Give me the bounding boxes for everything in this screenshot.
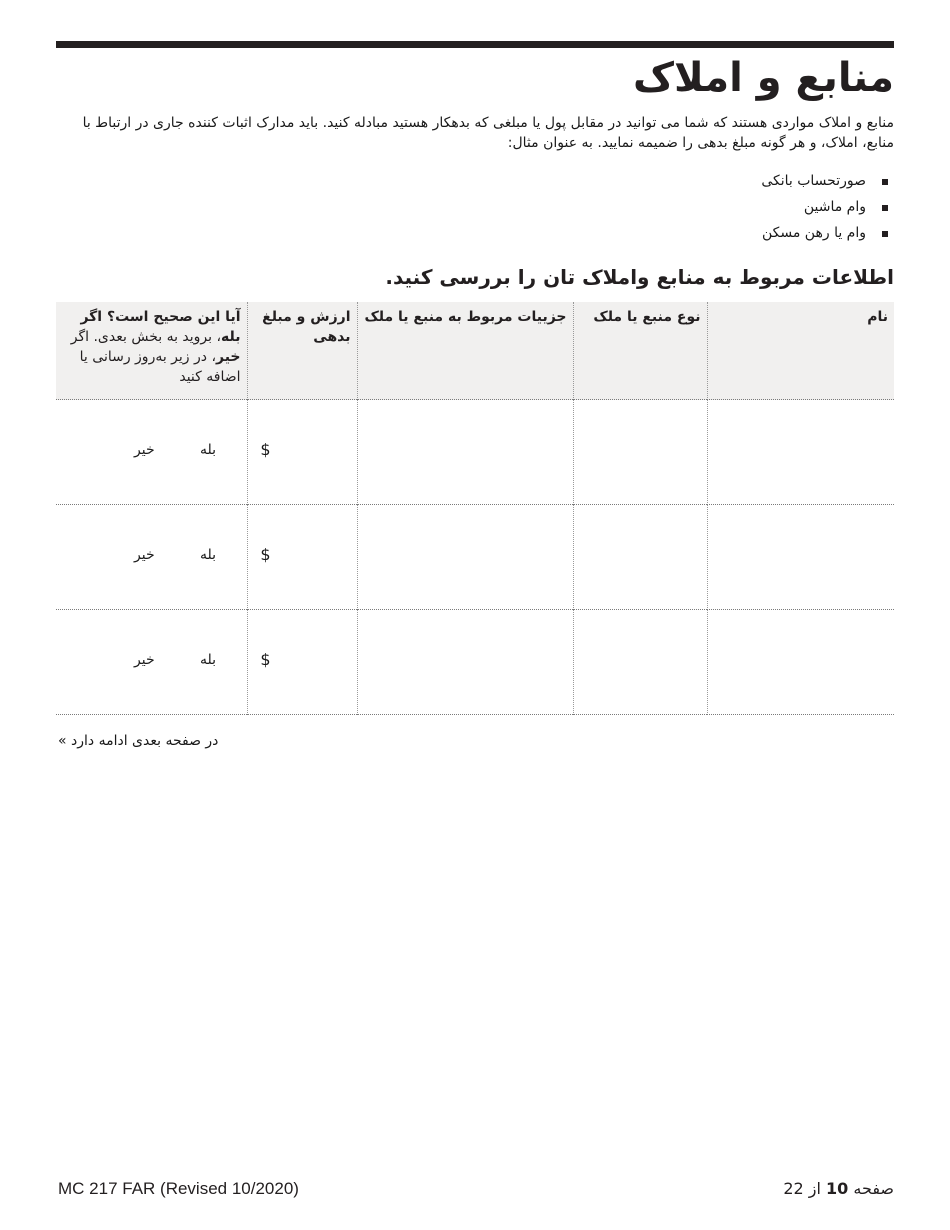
- bullet-square-icon: [882, 205, 888, 211]
- table-row: [56, 610, 894, 715]
- asset-type-field[interactable]: [573, 400, 707, 505]
- page-title: منابع و املاک: [633, 55, 894, 101]
- form-id: MC 217 FAR (Revised 10/2020): [58, 1179, 299, 1198]
- examples-list: [494, 168, 894, 246]
- yes-option[interactable]: بله: [200, 652, 217, 668]
- top-rule: [56, 41, 894, 48]
- name-field[interactable]: [707, 505, 894, 610]
- yes-option[interactable]: بله: [200, 547, 217, 563]
- table-row: [56, 400, 894, 505]
- currency-symbol: $: [260, 545, 271, 564]
- list-item: صورتحساب بانکی: [494, 168, 894, 194]
- list-item: وام ماشین: [494, 194, 894, 220]
- correct-choice: [56, 610, 247, 715]
- asset-type-field[interactable]: [573, 610, 707, 715]
- header-is-correct: آیا این صحیح است؟ اگر بله، بروید به بخش بعدی. اگر خیر، در زیر به‌روز رسانی یا اضافه کنید: [56, 302, 247, 400]
- table-row: [56, 505, 894, 610]
- currency-symbol: $: [260, 440, 271, 459]
- continued-note: در صفحه بعدی ادامه دارد »: [58, 733, 219, 749]
- bullet-square-icon: [882, 179, 888, 185]
- yes-option[interactable]: بله: [200, 442, 217, 458]
- value-owed-field[interactable]: [247, 505, 357, 610]
- value-owed-field[interactable]: [247, 610, 357, 715]
- no-option[interactable]: خیر: [134, 652, 155, 668]
- name-field[interactable]: [707, 610, 894, 715]
- asset-details-field[interactable]: [357, 610, 573, 715]
- name-field[interactable]: [707, 400, 894, 505]
- no-option[interactable]: خیر: [134, 442, 155, 458]
- header-asset-type: نوع منبع یا ملک: [573, 302, 707, 400]
- asset-type-field[interactable]: [573, 505, 707, 610]
- section-heading: اطلاعات مربوط به منابع واملاک تان را بررسی کنید.: [385, 265, 894, 289]
- correct-choice: [56, 400, 247, 505]
- list-item: وام یا رهن مسکن: [494, 220, 894, 246]
- header-name: نام: [707, 302, 894, 400]
- header-asset-details: جزییات مربوط به منبع یا ملک: [357, 302, 573, 400]
- asset-details-field[interactable]: [357, 400, 573, 505]
- asset-details-field[interactable]: [357, 505, 573, 610]
- intro-paragraph: منابع و املاک مواردی هستند که شما می توانید در مقابل پول یا مبلغی که بدهکار هستید مبادله کنید. باید مدارک اثبات کننده جاری در ارتباط با منابع، املاک، و هر گونه مبلغ بدهی را ضمیمه نمایید. به عنوان مثال:: [82, 115, 894, 151]
- value-owed-field[interactable]: [247, 400, 357, 505]
- no-option[interactable]: خیر: [134, 547, 155, 563]
- assets-table: [56, 302, 894, 715]
- correct-choice: [56, 505, 247, 610]
- currency-symbol: $: [260, 650, 271, 669]
- bullet-square-icon: [882, 231, 888, 237]
- page-indicator: صفحه 10 از 22: [783, 1179, 894, 1198]
- header-value-owed: ارزش و مبلغ بدهی: [247, 302, 357, 400]
- table-header-row: [56, 302, 894, 400]
